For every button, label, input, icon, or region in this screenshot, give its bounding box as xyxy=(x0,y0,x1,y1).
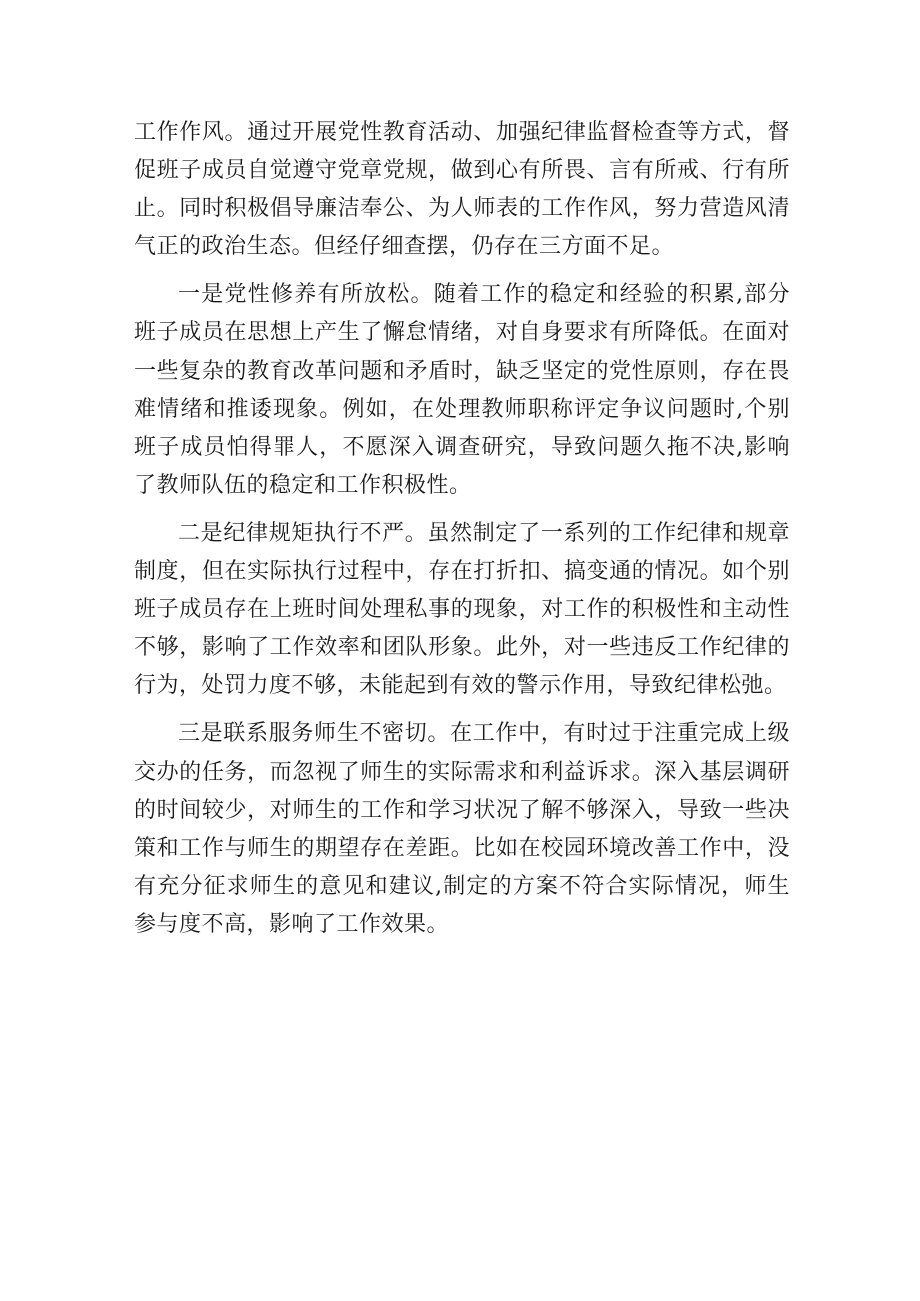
document-body xyxy=(134,114,790,944)
paragraph-point-one: 一是党性修养有所放松。随着工作的稳定和经验的积累,部分班子成员在思想上产生了懈怠情绪，对自身要求有所降低。在面对一些复杂的教育改革问题和矛盾时，缺乏坚定的党性原则，存在畏难情绪和推诿现象。例如，在处理教师职称评定争议问题时,个别班子成员怕得罪人，不愿深入调查研究，导致问题久拖不决,影响了教师队伍的稳定和工作积极性。 xyxy=(134,282,790,498)
paragraph-point-two: 二是纪律规矩执行不严。虽然制定了一系列的工作纪律和规章制度，但在实际执行过程中，存在打折扣、搞变通的情况。如个别班子成员存在上班时间处理私事的现象，对工作的积极性和主动性不够，影响了工作效率和团队形象。此外，对一些违反工作纪律的行为，处罚力度不够，未能起到有效的警示作用，导致纪律松弛。 xyxy=(134,520,790,699)
paragraph-intro: 工作作风。通过开展党性教育活动、加强纪律监督检查等方式，督促班子成员自觉遵守党章党规，做到心有所畏、言有所戒、行有所止。同时积极倡导廉洁奉公、为人师表的工作作风，努力营造风清气正的政治生态。但经仔细查摆，仍存在三方面不足。 xyxy=(134,120,790,260)
paragraph-point-three: 三是联系服务师生不密切。在工作中，有时过于注重完成上级交办的任务，而忽视了师生的实际需求和利益诉求。深入基层调研的时间较少，对师生的工作和学习状况了解不够深入，导致一些决策和工作与师生的期望存在差距。比如在校园环境改善工作中，没有充分征求师生的意见和建议,制定的方案不符合实际情况，师生参与度不高，影响了工作效果。 xyxy=(134,721,790,937)
